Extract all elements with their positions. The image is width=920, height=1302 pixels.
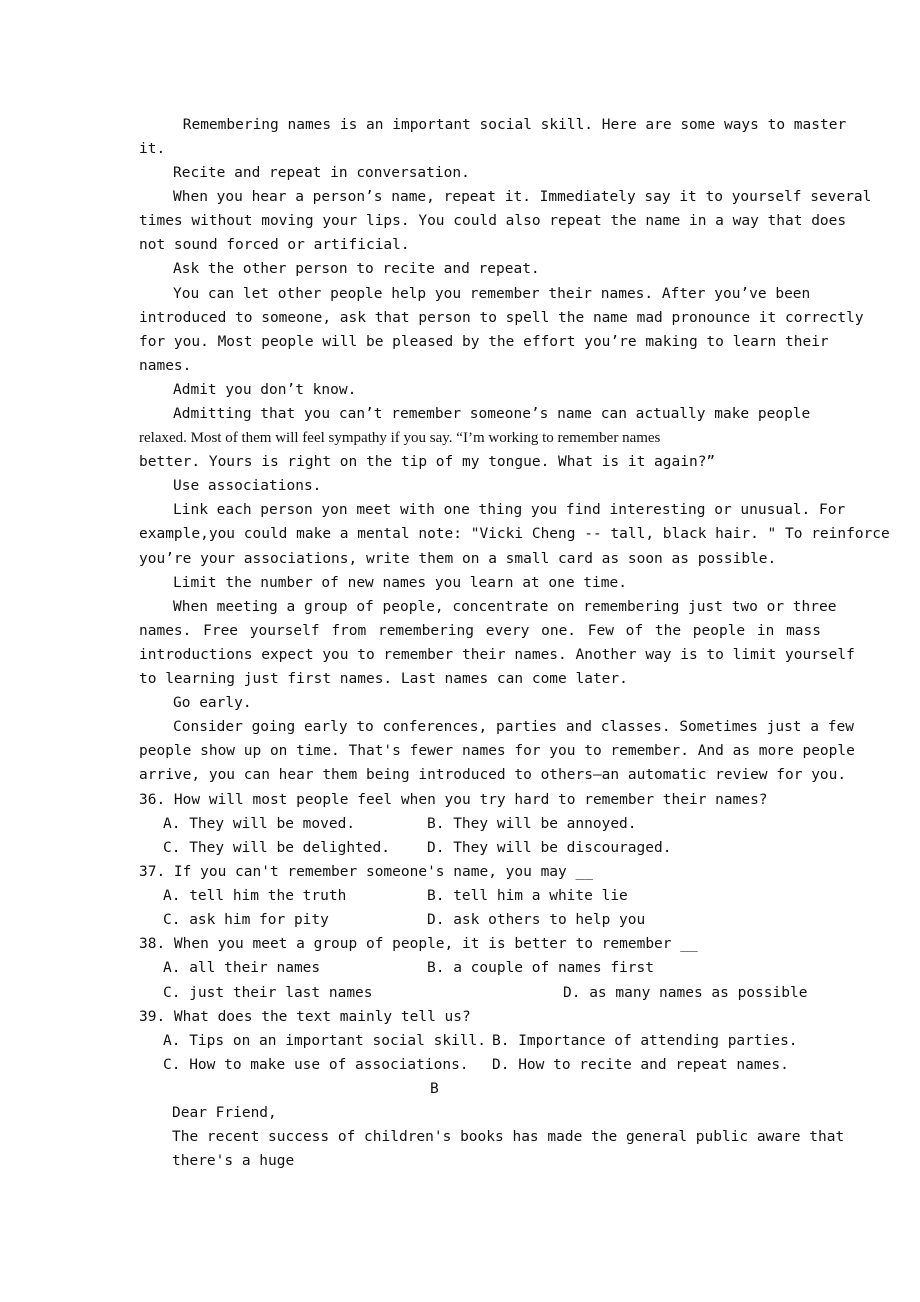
question-stem: 38. When you meet a group of people, it is better to remember __ — [139, 936, 698, 952]
question-option: A. all their names — [163, 960, 321, 976]
question-option: C. How to make use of associations. — [163, 1057, 469, 1073]
passage-line: introduced to someone, ask that person to spell the name mad pronounce it correctly — [139, 310, 864, 326]
question-option: A. They will be moved. — [163, 816, 356, 832]
passage-line: Remembering names is an important social skill. Here are some ways to master — [174, 117, 847, 133]
passage-subheading: Ask the other person to recite and repeat. — [173, 261, 540, 277]
question-option: A. Tips on an important social skill. — [163, 1033, 487, 1049]
question-option: C. just their last names — [163, 985, 373, 1001]
passage-line: not sound forced or artificial. — [139, 237, 410, 253]
passage-line: example,you could make a mental note: "Vicki Cheng -- tall, black hair. " To reinforce — [139, 526, 890, 542]
question-option: B. tell him a white lie — [427, 888, 628, 904]
passage-line: names. Free yourself from remembering every one. Few of the people in mass — [139, 623, 822, 639]
question-option: C. ask him for pity — [163, 912, 329, 928]
passage-line: When you hear a person’s name, repeat it. Immediately say it to yourself several — [173, 189, 872, 205]
question-option: D. as many names as possible — [563, 985, 808, 1001]
passage-line: names. — [139, 358, 192, 374]
question-option: D. How to recite and repeat names. — [492, 1057, 789, 1073]
passage-subheading: Limit the number of new names you learn at one time. — [173, 575, 627, 591]
passage-line: introductions expect you to remember their names. Another way is to limit yourself — [139, 647, 855, 663]
passage-line: arrive, you can hear them being introduced to others—an automatic review for you. — [139, 767, 847, 783]
passage-line: When meeting a group of people, concentrate on remembering just two or three — [173, 599, 837, 615]
question-stem: 39. What does the text mainly tell us? — [139, 1009, 471, 1025]
passage-line: for you. Most people will be pleased by the effort you’re making to learn their — [139, 334, 829, 350]
letter-line: there's a huge — [172, 1153, 295, 1169]
passage-line: people show up on time. That's fewer names for you to remember. And as more people — [139, 743, 855, 759]
question-option: A. tell him the truth — [163, 888, 347, 904]
question-option: D. They will be discouraged. — [427, 840, 672, 856]
question-option: C. They will be delighted. — [163, 840, 390, 856]
passage-line: it. — [139, 141, 166, 157]
passage-line: Consider going early to conferences, parties and classes. Sometimes just a few — [173, 719, 854, 735]
passage-subheading: Go early. — [173, 695, 252, 711]
passage-line: times without moving your lips. You could also repeat the name in a way that does — [139, 213, 847, 229]
passage-subheading: Recite and repeat in conversation. — [173, 165, 470, 181]
passage-line: You can let other people help you remember their names. After you’ve been — [173, 286, 811, 302]
question-option: D. ask others to help you — [427, 912, 646, 928]
passage-subheading: Admit you don’t know. — [173, 382, 357, 398]
question-option: B. Importance of attending parties. — [492, 1033, 798, 1049]
question-stem: 37. If you can't remember someone's name, you may __ — [139, 864, 593, 880]
question-option: B. a couple of names first — [427, 960, 654, 976]
passage-line: relaxed. Most of them will feel sympathy if you say. “I’m working to remember names — [139, 430, 661, 446]
letter-greeting: Dear Friend, — [172, 1105, 277, 1121]
passage-subheading: Use associations. — [173, 478, 322, 494]
question-option: B. They will be annoyed. — [427, 816, 637, 832]
passage-line: Link each person yon meet with one thing you find interesting or unusual. For — [173, 502, 846, 518]
passage-line: Admitting that you can’t remember someone’s name can actually make people — [173, 406, 811, 422]
passage-line: better. Yours is right on the tip of my tongue. What is it again?” — [139, 454, 716, 470]
question-stem: 36. How will most people feel when you try hard to remember their names? — [139, 792, 768, 808]
section-heading: B — [430, 1081, 439, 1097]
letter-line: The recent success of children's books has made the general public aware that — [172, 1129, 845, 1145]
passage-line: you’re your associations, write them on a small card as soon as possible. — [139, 551, 777, 567]
passage-line: to learning just first names. Last names can come later. — [139, 671, 628, 687]
